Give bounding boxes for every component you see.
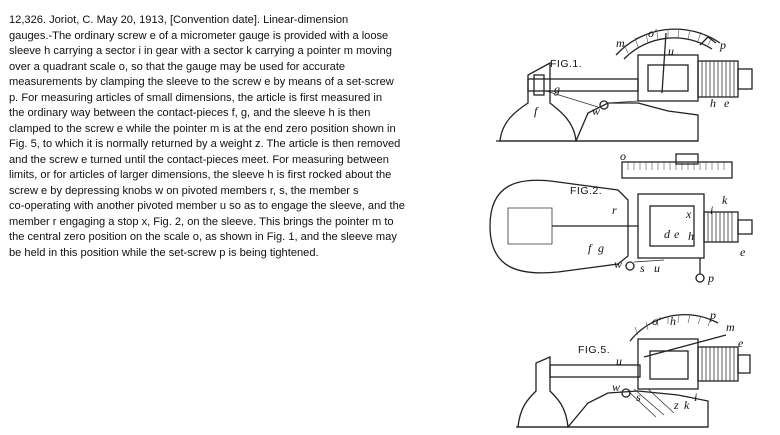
label-w: w — [614, 257, 623, 271]
label-w: w — [592, 104, 601, 118]
label-u: u — [654, 261, 660, 275]
label-i: i — [710, 203, 714, 217]
abstract-line: Fig. 5, to which it is normally returned by a weight z. The article is then removed — [9, 138, 401, 150]
label-m: m — [726, 320, 735, 334]
figure-5-title: FIG.5. — [578, 344, 611, 356]
label-e: e — [738, 336, 744, 350]
label-e: e — [724, 96, 730, 110]
abstract-line: the ordinary way between the contact-pieces f, g, and the sleeve h is then — [9, 107, 371, 119]
label-e2: e — [674, 227, 680, 241]
patent-abstract — [9, 13, 479, 261]
abstract-line: limits, or for articles of larger dimensions, the sleeve h is first rocked about the — [9, 169, 392, 181]
label-e: e — [740, 245, 746, 259]
label-o: o — [620, 149, 626, 163]
label-h: h — [688, 229, 694, 243]
label-o: o' — [648, 26, 657, 40]
label-u: u — [616, 354, 622, 368]
label-h: h — [670, 314, 676, 328]
abstract-line: measurements by clamping the sleeve to the screw e by means of a set-screw — [9, 76, 394, 88]
label-w: w — [612, 380, 621, 394]
label-i: i — [694, 390, 698, 404]
figure-5-drawing — [488, 295, 780, 433]
label-g: g — [598, 241, 604, 255]
label-k: k — [684, 398, 690, 412]
label-h: h — [710, 96, 716, 110]
figure-2-title: FIG.2. — [570, 185, 603, 197]
abstract-line: clamped to the screw e while the pointer m is at the end zero position shown in — [9, 122, 396, 135]
label-s: s — [636, 390, 641, 404]
label-z: z — [674, 398, 679, 412]
label-p: p — [720, 38, 726, 52]
abstract-line: and the screw e turned until the contact-pieces meet. For measuring between — [9, 153, 389, 166]
label-x: x — [686, 207, 692, 221]
abstract-line: p. For measuring articles of small dimensions, the article is first measured in — [9, 91, 383, 104]
abstract-line: over a quadrant scale o, so that the gauge may be used for accurate — [9, 60, 346, 73]
label-k: k — [722, 193, 728, 207]
label-f: f — [534, 104, 538, 118]
abstract-line: gauges.-The ordinary screw e of a micrometer gauge is provided with a loose — [9, 29, 389, 42]
abstract-line: member r engaging a stop x, Fig. 2, on the sleeve. This brings the pointer m to — [9, 215, 394, 228]
label-s: s — [640, 261, 645, 275]
label-o: o' — [652, 314, 661, 328]
label-r: r — [612, 203, 617, 217]
label-p: p — [710, 308, 716, 322]
abstract-line: sleeve h carrying a sector i in gear with a sector k carrying a pointer m moving — [9, 45, 392, 57]
abstract-line: be held in this position while the set-screw p is being tightened. — [9, 246, 319, 259]
figure-1-drawing — [488, 3, 780, 143]
label-g: g — [554, 82, 560, 96]
label-u: u — [668, 44, 674, 58]
figure-1-title: FIG.1. — [550, 58, 583, 70]
abstract-line: screw e by depressing knobs w on pivoted members r, s, the member s — [9, 184, 359, 197]
label-d: d — [664, 227, 670, 241]
label-f: f — [588, 241, 592, 255]
figure-2-drawing — [488, 148, 780, 288]
label-m: m — [616, 36, 625, 50]
abstract-line: 12,326. Joriot, C. May 20, 1913, [Convention date]. Linear-dimension — [9, 14, 349, 26]
label-p: p — [708, 271, 714, 285]
abstract-line: the central zero position on the scale o, as shown in Fig. 1, and the sleeve may — [9, 231, 397, 243]
abstract-line: co-operating with another pivoted member u so as to engage the sleeve, and the — [9, 200, 405, 212]
